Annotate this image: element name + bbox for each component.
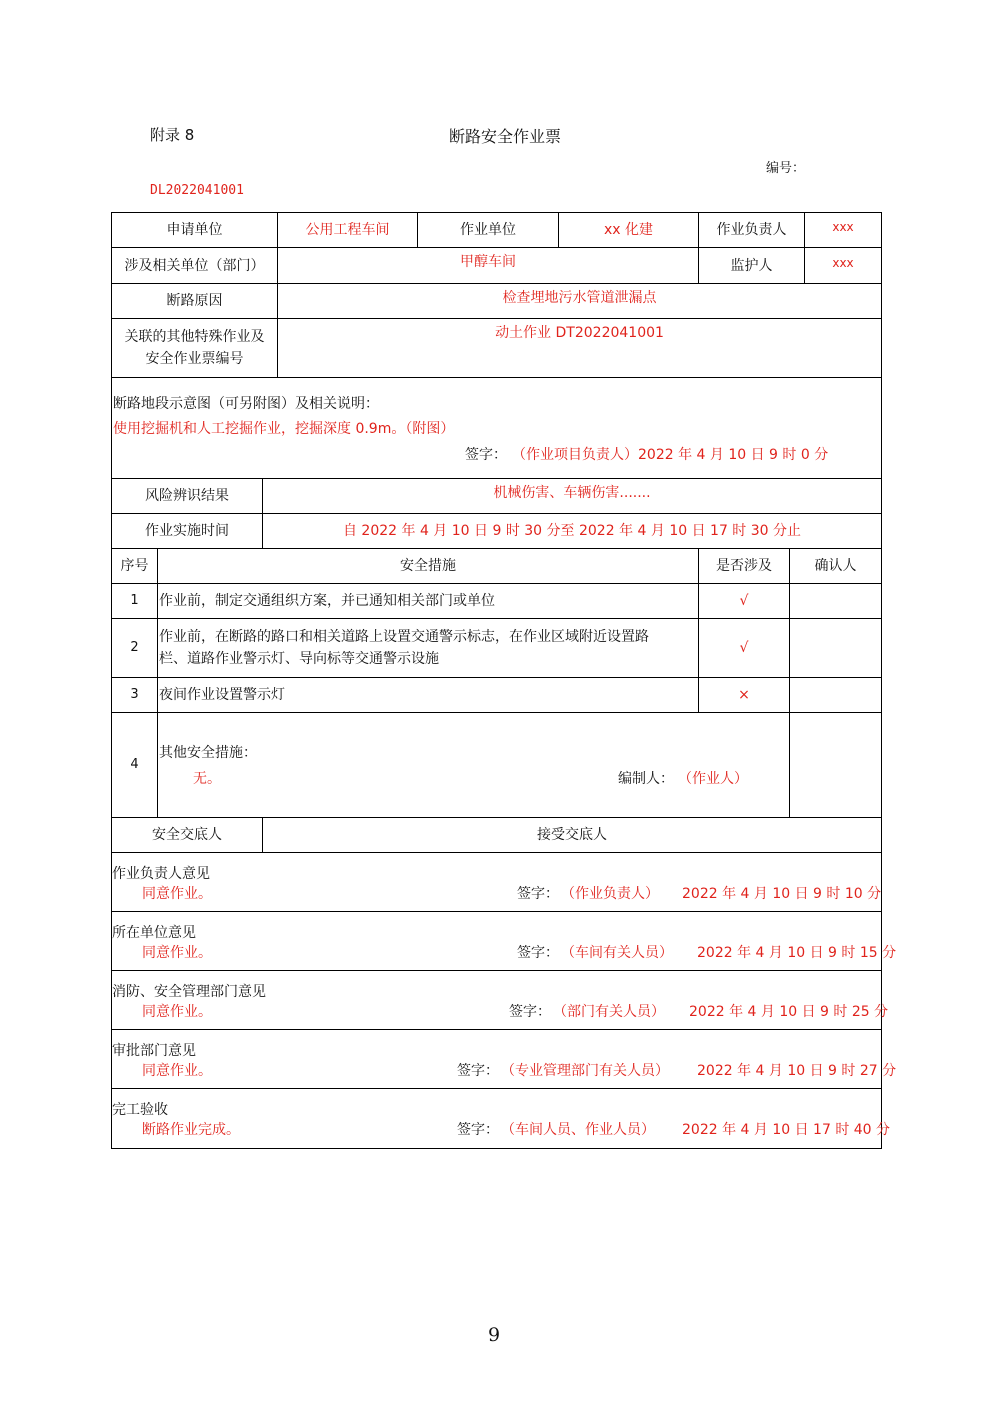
opinion-4-value: 同意作业。 [142, 1063, 212, 1079]
opinion-5-time: 2022 年 4 月 10 日 17 时 40 分 [682, 1122, 891, 1138]
time-value: 自 2022 年 4 月 10 日 9 时 30 分至 2022 年 4 月 10 日 17 时 30 分止 [342, 523, 802, 539]
opinion-1-sign-label: 签字： [517, 886, 559, 902]
appendix-label: 附录 8 [150, 126, 195, 144]
measures-header-confirmer: 确认人 [814, 558, 857, 574]
other-work-label-line2: 安全作业票编号 [145, 351, 244, 367]
apply-unit-value: 公用工程车间 [305, 222, 390, 238]
other-work-label-line1: 关联的其他特殊作业及 [124, 329, 265, 345]
sketch-value: 使用挖掘机和人工挖掘作业，挖掘深度 0.9m。（附图） [113, 421, 455, 437]
opinion-4-signer: （专业管理部门有关人员） [501, 1063, 669, 1079]
opinion-5-value: 断路作业完成。 [142, 1122, 240, 1138]
opinion-1-time: 2022 年 4 月 10 日 9 时 10 分 [682, 886, 882, 902]
reason-label: 断路原因 [166, 293, 223, 309]
measure-2-no: 2 [130, 640, 139, 655]
opinion-5-sign-label: 签字： [457, 1122, 499, 1138]
briefing-receiver: 接受交底人 [537, 827, 607, 843]
sketch-label: 断路地段示意图（可另附图）及相关说明： [113, 396, 379, 412]
opinion-2-label: 所在单位意见 [112, 925, 196, 941]
measure-1-no: 1 [130, 593, 139, 608]
other-work-value: 动土作业 DT2022041001 [495, 325, 664, 341]
opinion-1-value: 同意作业。 [142, 886, 212, 902]
work-leader-label: 作业负责人 [716, 222, 787, 238]
related-unit-label: 涉及相关单位（部门） [124, 257, 265, 274]
page-number: 9 [488, 1324, 501, 1346]
opinion-4-time: 2022 年 4 月 10 日 9 时 27 分 [697, 1063, 897, 1079]
measure-1-text: 作业前，制定交通组织方案，并已通知相关部门或单位 [159, 593, 495, 609]
measures-header-involved: 是否涉及 [716, 558, 772, 574]
opinion-4-sign-label: 签字： [457, 1063, 499, 1079]
measure-2-text [159, 619, 697, 677]
work-leader-value: xxx [832, 220, 854, 234]
measure-4-editor-label: 编制人： [618, 771, 674, 787]
measures-header-no: 序号 [120, 558, 149, 574]
opinion-3-label: 消防、安全管理部门意见 [112, 984, 266, 1000]
risk-label: 风险辨识结果 [145, 488, 229, 504]
guardian-value: xxx [832, 256, 854, 270]
apply-unit-label: 申请单位 [166, 222, 223, 238]
measure-4-value: 无。 [193, 771, 221, 787]
opinion-3-value: 同意作业。 [142, 1004, 212, 1020]
guardian-label: 监护人 [730, 257, 773, 274]
work-unit-value: xx 化建 [603, 222, 654, 238]
number-value: DL2022041001 [150, 183, 244, 198]
opinion-2-signer: （车间有关人员） [561, 945, 673, 961]
measure-4-editor-value: （作业人） [678, 771, 748, 787]
measure-4-text: 其他安全措施： [159, 745, 257, 761]
measure-3-cross-icon: × [738, 687, 750, 703]
other-work-label [112, 319, 277, 377]
opinion-2-sign-label: 签字： [517, 945, 559, 961]
measure-3-text: 夜间作业设置警示灯 [159, 687, 285, 703]
sketch-sign-label: 签字： [465, 447, 507, 463]
opinion-5-signer: （车间人员、作业人员） [501, 1122, 655, 1138]
opinion-5-label: 完工验收 [112, 1102, 168, 1118]
opinion-3-signer: （部门有关人员） [553, 1004, 665, 1020]
measure-1-check-icon: √ [739, 593, 749, 609]
measure-2-text-line2: 栏、道路作业警示灯、导向标等交通警示设施 [159, 651, 439, 667]
opinion-1-signer: （作业负责人） [561, 886, 659, 902]
opinion-3-time: 2022 年 4 月 10 日 9 时 25 分 [689, 1004, 889, 1020]
opinion-1-label: 作业负责人意见 [112, 866, 210, 882]
opinion-4-label: 审批部门意见 [112, 1043, 196, 1059]
opinion-2-value: 同意作业。 [142, 945, 212, 961]
measures-header-measure: 安全措施 [400, 558, 456, 574]
reason-value: 检查埋地污水管道泄漏点 [502, 290, 657, 306]
work-unit-label: 作业单位 [460, 222, 516, 238]
measure-2-check-icon: √ [739, 640, 749, 656]
measure-4-no: 4 [130, 757, 139, 772]
opinion-2-time: 2022 年 4 月 10 日 9 时 15 分 [697, 945, 897, 961]
risk-value: 机械伤害、车辆伤害....... [493, 485, 651, 501]
briefing-giver: 安全交底人 [152, 827, 222, 843]
sketch-sign-value: （作业项目负责人）2022 年 4 月 10 日 9 时 0 分 [512, 447, 829, 463]
related-unit-value: 甲醇车间 [460, 254, 516, 270]
page-title: 断路安全作业票 [449, 127, 562, 146]
time-label: 作业实施时间 [145, 523, 229, 539]
measure-2-text-line1: 作业前，在断路的路口和相关道路上设置交通警示标志，在作业区域附近设置路 [159, 629, 649, 645]
opinion-3-sign-label: 签字： [509, 1004, 551, 1020]
number-label: 编号： [766, 161, 806, 176]
measure-3-no: 3 [130, 687, 139, 702]
